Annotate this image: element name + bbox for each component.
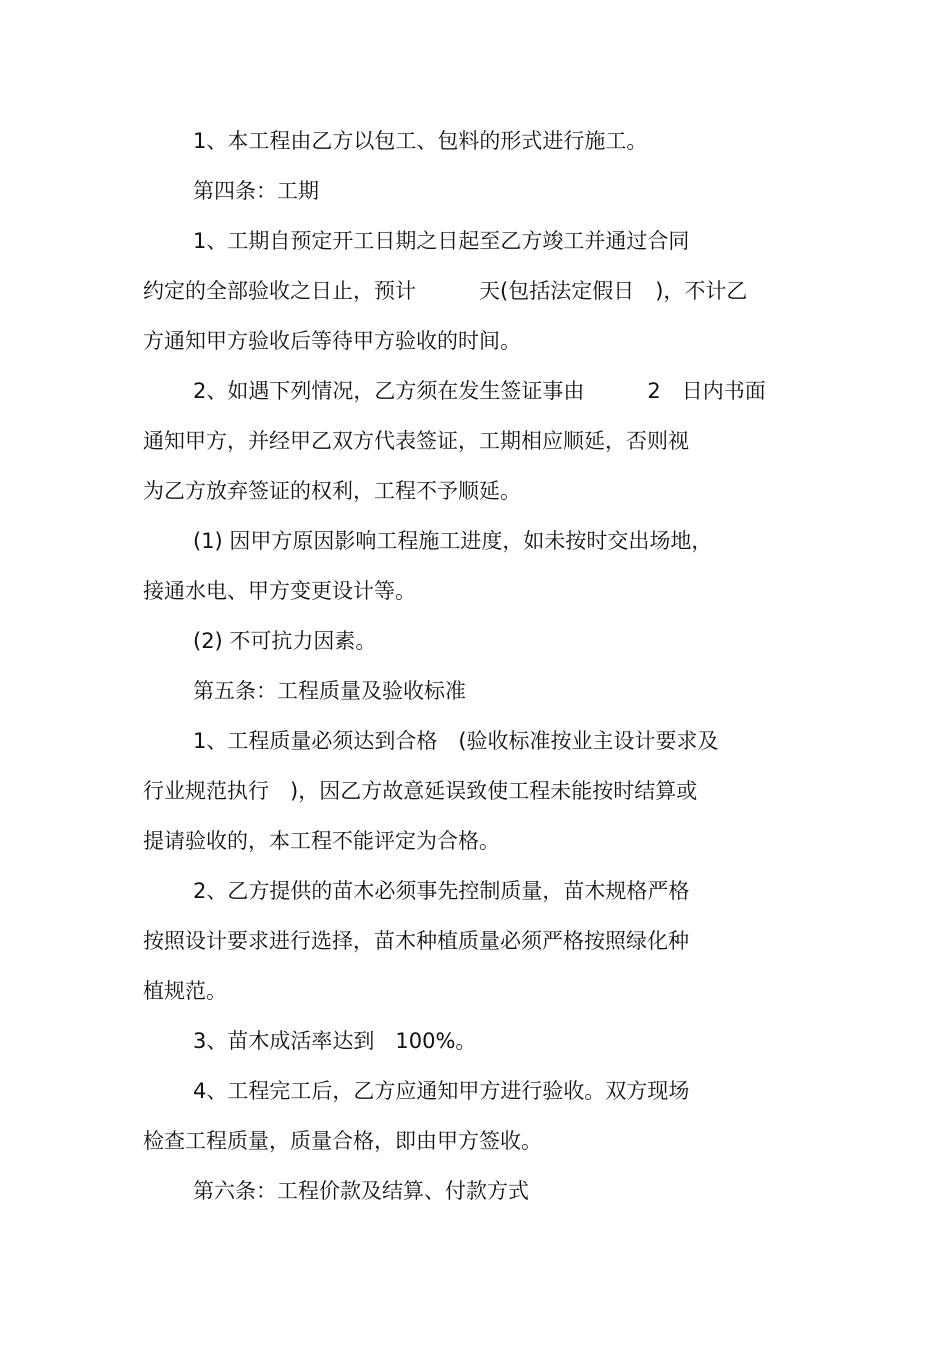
- text-line: (2) 不可抗力因素。: [193, 629, 377, 653]
- text-line: 接通水电、甲方变更设计等。: [143, 579, 416, 603]
- text-line: 约定的全部验收之日止，预计 天(包括法定假日 )，不计乙: [143, 279, 748, 303]
- text-line: 为乙方放弃签证的权利，工程不予顺延。: [143, 479, 521, 503]
- section-heading: 第五条：工程质量及验收标准: [193, 679, 466, 703]
- text-line: 按照设计要求进行选择，苗木种植质量必须严格按照绿化种: [143, 929, 689, 953]
- text-line: 1、本工程由乙方以包工、包料的形式进行施工。: [193, 129, 648, 153]
- text-line: 1、工期自预定开工日期之日起至乙方竣工并通过合同: [193, 229, 690, 253]
- section-heading: 第六条：工程价款及结算、付款方式: [193, 1179, 529, 1203]
- text-line: (1) 因甲方原因影响工程施工进度，如未按时交出场地，: [193, 529, 713, 553]
- text-line: 方通知甲方验收后等待甲方验收的时间。: [143, 329, 521, 353]
- text-line: 4、工程完工后，乙方应通知甲方进行验收。双方现场: [193, 1079, 690, 1103]
- section-heading: 第四条：工期: [193, 179, 319, 203]
- text-line: 行业规范执行 )，因乙方故意延误致使工程未能按时结算或: [143, 779, 698, 803]
- text-line: 1、工程质量必须达到合格 (验收标准按业主设计要求及: [193, 729, 719, 753]
- text-line: 3、苗木成活率达到 100%。: [193, 1029, 477, 1053]
- text-line: 2、乙方提供的苗木必须事先控制质量，苗木规格严格: [193, 879, 690, 903]
- text-line: 通知甲方，并经甲乙双方代表签证，工期相应顺延，否则视: [143, 429, 689, 453]
- text-line: 检查工程质量，质量合格，即由甲方签收。: [143, 1129, 542, 1153]
- text-line: 2、如遇下列情况，乙方须在发生签证事由 2 日内书面: [193, 379, 766, 403]
- text-line: 提请验收的，本工程不能评定为合格。: [143, 829, 500, 853]
- text-line: 植规范。: [143, 979, 227, 1003]
